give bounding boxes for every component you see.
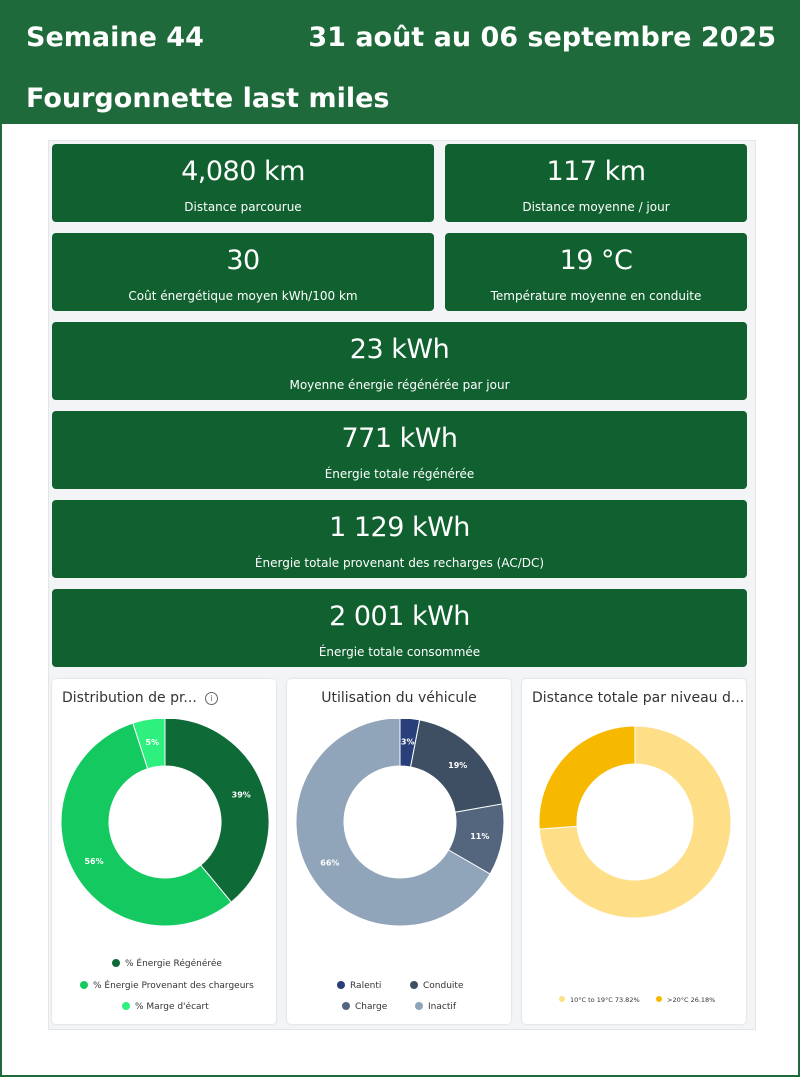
donut-slice[interactable] xyxy=(539,726,635,829)
legend-item[interactable] xyxy=(559,996,640,1004)
slice-value-label: 3% xyxy=(400,737,415,747)
slice-value-label: 19% xyxy=(448,761,468,771)
legend-label: % Énergie Régénérée xyxy=(125,959,222,969)
kpi-avg-distance xyxy=(445,144,747,222)
kpi-label: Distance parcourue xyxy=(184,200,302,214)
kpi-regen-per-day xyxy=(52,322,747,400)
legend-item[interactable] xyxy=(656,996,715,1004)
kpi-label: Moyenne énergie régénérée par jour xyxy=(289,378,510,392)
kpi-value: 30 xyxy=(226,245,260,276)
slice-value-label: 5% xyxy=(145,737,160,747)
kpi-label: Distance moyenne / jour xyxy=(522,200,670,214)
legend-label: Conduite xyxy=(423,981,464,991)
kpi-energy-cost xyxy=(52,233,434,311)
legend-item[interactable] xyxy=(337,981,381,991)
legend-label: % Marge d'écart xyxy=(135,1002,209,1012)
legend-dot xyxy=(656,996,662,1002)
legend-item[interactable] xyxy=(112,959,222,969)
legend-label: Ralenti xyxy=(350,981,382,991)
legend-dot xyxy=(415,1002,423,1010)
kpi-value: 2 001 kWh xyxy=(329,601,470,632)
chart-title: Utilisation du véhicule xyxy=(321,690,477,706)
page-header xyxy=(0,0,800,124)
info-icon[interactable]: i xyxy=(205,692,218,705)
kpi-label: Énergie totale consommée xyxy=(318,645,481,659)
kpi-consumed-total xyxy=(52,589,747,667)
slice-value-label: 66% xyxy=(320,858,340,868)
slice-value-label: 39% xyxy=(231,790,251,800)
legend-item[interactable] xyxy=(410,981,463,991)
week-label: Semaine 44 xyxy=(26,22,204,53)
vehicle-usage-card xyxy=(287,679,511,1024)
kpi-value: 23 kWh xyxy=(349,334,450,365)
kpi-value: 771 kWh xyxy=(341,423,458,454)
donut-slice[interactable] xyxy=(165,719,269,902)
legend-dot xyxy=(337,981,345,989)
legend-label: Charge xyxy=(355,1002,388,1012)
legend-label: >20°C 26.18% xyxy=(667,996,716,1004)
kpi-label: Température moyenne en conduite xyxy=(490,289,702,303)
vehicle-usage-donut xyxy=(287,719,511,969)
energy-distribution-donut xyxy=(52,719,276,969)
kpi-value: 1 129 kWh xyxy=(329,512,470,543)
legend-label: % Énergie Provenant des chargeurs xyxy=(93,981,254,991)
legend-item[interactable] xyxy=(80,981,254,991)
legend-dot xyxy=(112,959,120,967)
vehicle-title: Fourgonnette last miles xyxy=(26,83,390,114)
legend-label: 10°C to 19°C 73.82% xyxy=(570,996,640,1004)
kpi-label: Énergie totale provenant des recharges (AC/DC) xyxy=(254,556,545,570)
chart-title: Distance totale par niveau d... xyxy=(532,690,745,706)
legend-item[interactable] xyxy=(122,1002,209,1012)
kpi-temperature xyxy=(445,233,747,311)
legend-item[interactable] xyxy=(342,1002,387,1012)
date-range: 31 août au 06 septembre 2025 xyxy=(308,22,776,53)
legend-dot xyxy=(80,981,88,989)
dashboard-panel xyxy=(2,124,798,1075)
kpi-distance xyxy=(52,144,434,222)
legend-dot xyxy=(559,996,565,1002)
dashboard-body xyxy=(48,140,756,1030)
slice-value-label: 56% xyxy=(84,857,104,867)
kpi-value: 117 km xyxy=(546,156,646,187)
kpi-value: 19 °C xyxy=(559,245,633,276)
kpi-value: 4,080 km xyxy=(181,156,305,187)
chart-title: Distribution de pr... xyxy=(62,690,197,706)
slice-value-label: 11% xyxy=(470,832,490,842)
kpi-regen-total xyxy=(52,411,747,489)
kpi-label: Énergie totale régénérée xyxy=(324,467,475,481)
legend-label: Inactif xyxy=(428,1002,457,1012)
distance-by-temperature-card xyxy=(522,679,746,1024)
legend-dot xyxy=(122,1002,130,1010)
kpi-label: Coût énergétique moyen kWh/100 km xyxy=(128,289,358,303)
legend-dot xyxy=(342,1002,350,1010)
legend-item[interactable] xyxy=(415,1002,456,1012)
kpi-recharge-total xyxy=(52,500,747,578)
legend-dot xyxy=(410,981,418,989)
energy-distribution-card xyxy=(52,679,276,1024)
distance-by-temperature-donut xyxy=(522,719,746,969)
